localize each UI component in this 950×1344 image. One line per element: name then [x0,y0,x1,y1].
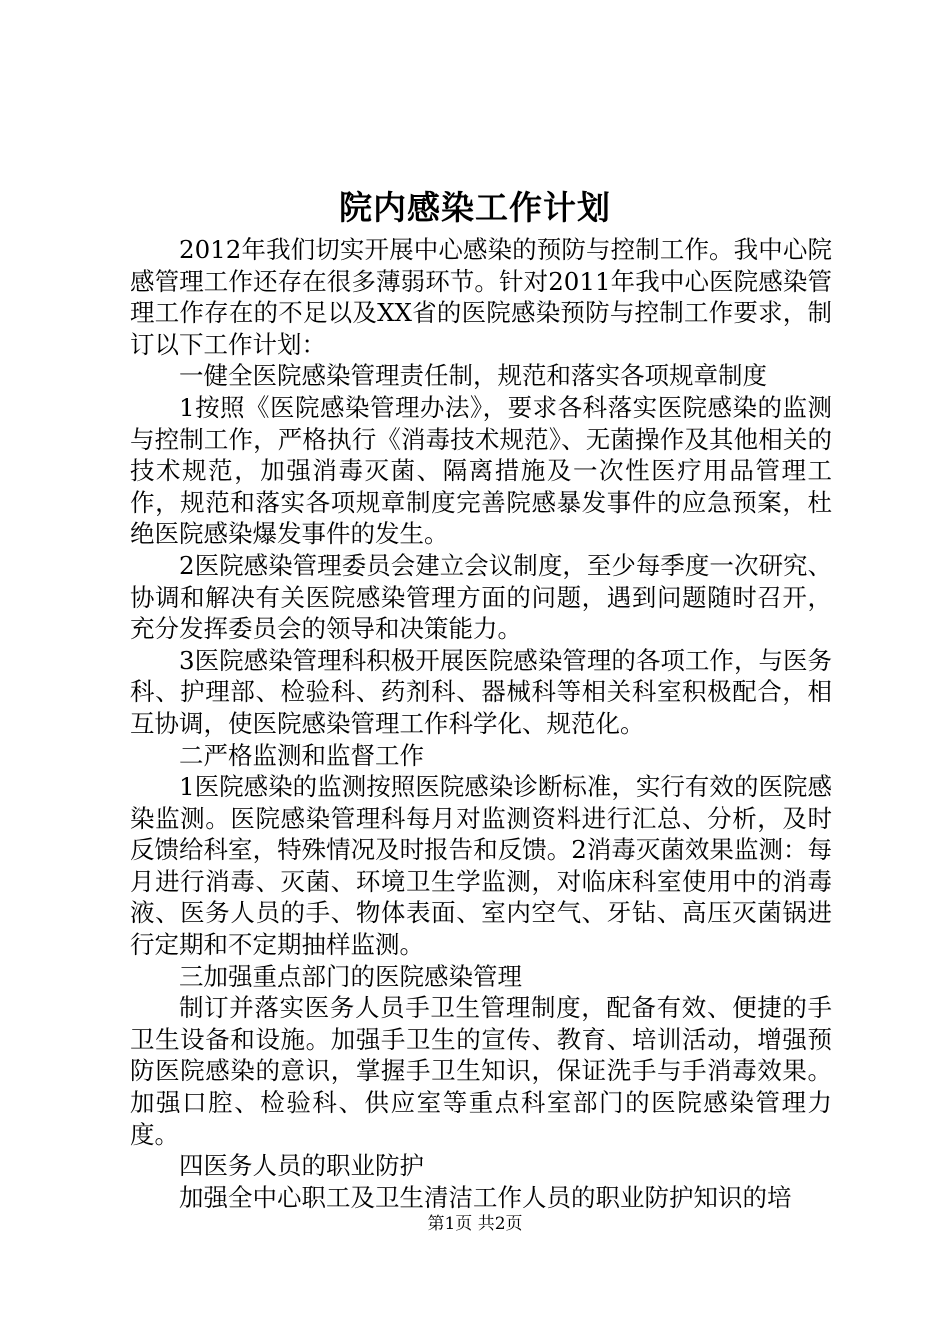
paragraph-1-1: 1按照《医院感染管理办法》，要求各科落实医院感染的监测与控制工作，严格执行《消毒技术规范》、无菌操作及其他相关的技术规范，加强消毒灭菌、隔离措施及一次性医疗用品管理工作，规范和落实各项规章制度完善院感暴发事件的应急预案，杜绝医院感染爆发事件的发生。 [130,392,832,549]
section-heading-3: 三加强重点部门的医院感染管理 [179,961,522,991]
paragraph-intro: 2012年我们切实开展中心感染的预防与控制工作。我中心院感管理工作还存在很多薄弱环节。针对2011年我中心医院感染管理工作存在的不足以及XX省的医院感染预防与控制工作要求，制订以下工作计划： [130,235,832,359]
section-heading-4: 四医务人员的职业防护 [179,1151,424,1181]
paragraph-2-1: 1医院感染的监测按照医院感染诊断标准，实行有效的医院感染监测。医院感染管理科每月对监测资料进行汇总、分析，及时反馈给科室，特殊情况及时报告和反馈。2消毒灭菌效果监测：每月进行消毒、灭菌、环境卫生学监测，对临床科室使用中的消毒液、医务人员的手、物体表面、室内空气、牙钻、高压灭菌锅进行定期和不定期抽样监测。 [130,772,832,960]
page-number: 第1页 共2页 [427,1214,523,1234]
document-body [130,234,832,1213]
paragraph-1-2: 2医院感染管理委员会建立会议制度，至少每季度一次研究、协调和解决有关医院感染管理方面的问题，遇到问题随时召开，充分发挥委员会的领导和决策能力。 [130,550,832,644]
section-heading-2: 二严格监测和监督工作 [179,740,424,770]
paragraph-4-1: 加强全中心职工及卫生清洁工作人员的职业防护知识的培 [179,1182,792,1212]
document-title: 院内感染工作计划 [339,188,611,227]
section-heading-1: 一健全医院感染管理责任制，规范和落实各项规章制度 [179,361,767,391]
paragraph-1-3: 3医院感染管理科积极开展医院感染管理的各项工作，与医务科、护理部、检验科、药剂科、器械科等相关科室积极配合，相互协调，使医院感染管理工作科学化、规范化。 [130,645,832,738]
paragraph-3-1: 制订并落实医务人员手卫生管理制度，配备有效、便捷的手卫生设备和设施。加强手卫生的宣传、教育、培训活动，增强预防医院感染的意识，掌握手卫生知识，保证洗手与手消毒效果。加强口腔、检验科、供应室等重点科室部门的医院感染管理力度。 [130,993,832,1149]
